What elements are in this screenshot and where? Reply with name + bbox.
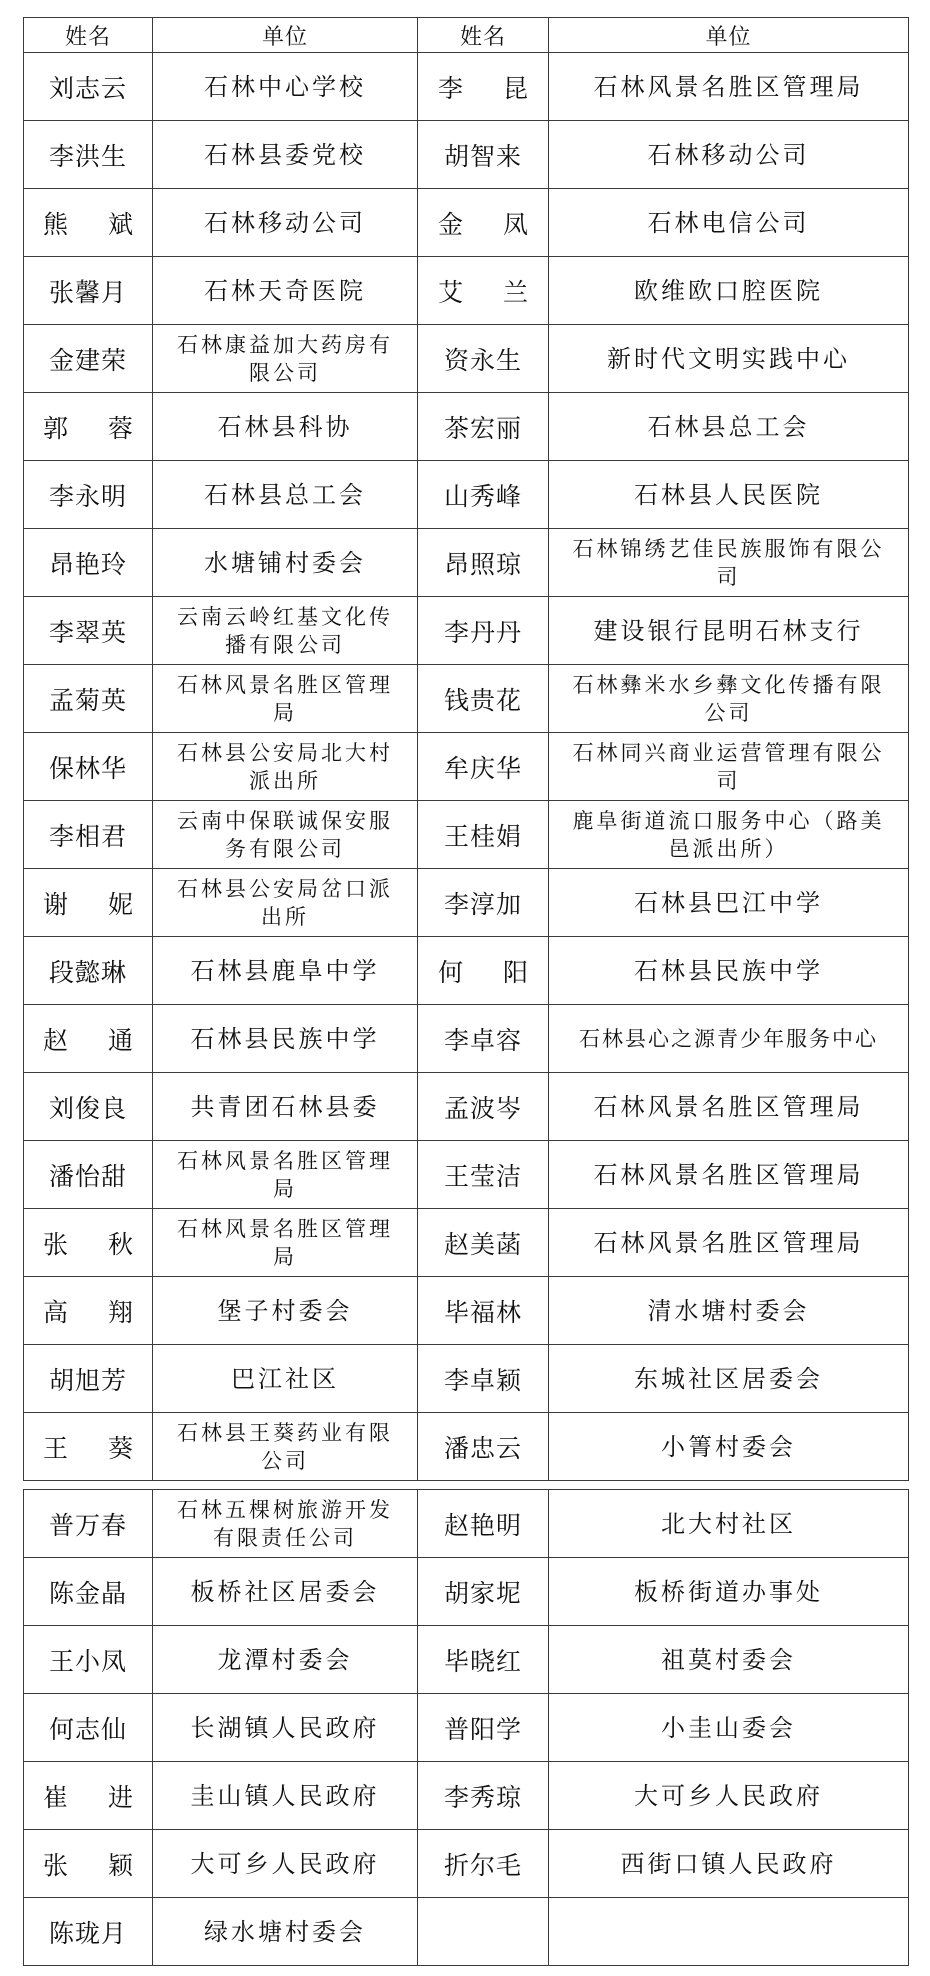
person-name-cell: [24, 393, 153, 461]
table-row: [24, 1073, 909, 1141]
table-row: [24, 53, 909, 121]
organization-cell: [153, 869, 418, 937]
person-name-cell: 李洪生: [24, 121, 153, 189]
table-row: [24, 597, 909, 665]
organization-line: 板桥社区居委会: [190, 1577, 380, 1606]
organization-line: 公司: [261, 1448, 309, 1473]
person-name-part: 葵: [108, 1433, 134, 1463]
organization-cell: [153, 665, 418, 733]
roster-table-section-1: [23, 17, 909, 1481]
organization-line: 石林天奇医院: [204, 276, 366, 305]
organization-cell: [153, 1490, 418, 1558]
person-name-cell: 陈金晶: [24, 1558, 153, 1626]
organization-line: 新时代文明实践中心: [607, 344, 850, 373]
organization-line: 石林风景名胜区管理局: [593, 72, 864, 101]
organization-line: 务有限公司: [225, 836, 345, 861]
table-row: [24, 1209, 909, 1277]
person-name-cell: 王小凤: [24, 1626, 153, 1694]
person-name-cell: 金建荣: [24, 325, 153, 393]
organization-line: 出所: [261, 904, 309, 929]
person-name-cell: 毕晓红: [418, 1626, 549, 1694]
organization-cell: [153, 1209, 418, 1277]
person-name-part: 通: [108, 1025, 134, 1055]
organization-line: 石林县民族中学: [190, 1024, 380, 1053]
organization-cell: [549, 257, 909, 325]
person-name-cell: 李丹丹: [418, 597, 549, 665]
person-name-part: 兰: [503, 277, 529, 307]
organization-cell: [153, 1558, 418, 1626]
organization-line: 石林县王葵药业有限: [177, 1420, 393, 1445]
person-name-part: 崔: [42, 1782, 68, 1812]
organization-line: 圭山镇人民政府: [190, 1781, 380, 1810]
person-name-cell: 茶宏丽: [418, 393, 549, 461]
table-row: [24, 1141, 909, 1209]
person-name-part: 张: [42, 1229, 68, 1259]
organization-line: 石林电信公司: [647, 208, 810, 237]
table-row: [24, 1626, 909, 1694]
person-name-part: 张: [42, 1850, 68, 1880]
roster-table-section-2: [23, 1489, 909, 1966]
organization-line: 石林县总工会: [204, 480, 366, 509]
organization-line: 派出所: [249, 768, 321, 793]
person-name-part: 阳: [503, 957, 529, 987]
person-name-cell: 张馨月: [24, 257, 153, 325]
organization-line: 限公司: [249, 360, 321, 385]
organization-line: 水塘铺村委会: [204, 548, 366, 577]
organization-line: 局: [273, 700, 297, 725]
person-name-cell: [24, 189, 153, 257]
organization-cell: [549, 121, 909, 189]
organization-cell: [549, 1898, 909, 1966]
organization-line: 鹿阜街道流口服务中心（路美: [572, 808, 885, 833]
organization-cell: [549, 1694, 909, 1762]
organization-line: 板桥街道办事处: [634, 1577, 823, 1606]
organization-cell: [549, 393, 909, 461]
organization-line: 建设银行昆明石林支行: [593, 616, 864, 645]
organization-cell: [153, 597, 418, 665]
organization-line: 石林县人民医院: [634, 480, 823, 509]
person-name-cell: 李淳加: [418, 869, 549, 937]
header-unit-2: 单位: [549, 18, 909, 53]
organization-line: 石林移动公司: [204, 208, 366, 237]
organization-cell: [153, 529, 418, 597]
organization-cell: [153, 801, 418, 869]
organization-cell: [549, 1558, 909, 1626]
person-name-cell: 昂艳玲: [24, 529, 153, 597]
organization-line: 祖莫村委会: [661, 1645, 796, 1674]
organization-line: 石林县总工会: [647, 412, 810, 441]
person-name-cell: 李翠英: [24, 597, 153, 665]
organization-cell: [549, 937, 909, 1005]
person-name-cell: 资永生: [418, 325, 549, 393]
table-row: [24, 1490, 909, 1558]
person-name-part: 高: [42, 1297, 68, 1327]
organization-line: 石林风景名胜区管理局: [593, 1092, 864, 1121]
organization-cell: [153, 1762, 418, 1830]
person-name-cell: 保林华: [24, 733, 153, 801]
organization-cell: [153, 733, 418, 801]
organization-line: 石林康益加大药房有: [177, 332, 393, 357]
table-row: [24, 801, 909, 869]
header-name-1: 姓名: [24, 18, 153, 53]
organization-cell: [549, 1141, 909, 1209]
organization-cell: [153, 1073, 418, 1141]
organization-line: 龙潭村委会: [217, 1645, 353, 1674]
person-name-cell: 刘志云: [24, 53, 153, 121]
person-name-cell: 普阳学: [418, 1694, 549, 1762]
organization-line: 有限责任公司: [213, 1525, 357, 1550]
table-row: [24, 665, 909, 733]
person-name-cell: [418, 937, 549, 1005]
person-name-cell: 胡家坭: [418, 1558, 549, 1626]
organization-cell: [153, 257, 418, 325]
table-row: [24, 121, 909, 189]
person-name-cell: 毕福林: [418, 1277, 549, 1345]
organization-line: 石林中心学校: [204, 72, 366, 101]
organization-line: 云南云岭红基文化传: [177, 604, 393, 629]
person-name-cell: 刘俊良: [24, 1073, 153, 1141]
organization-cell: [549, 665, 909, 733]
organization-cell: [549, 529, 909, 597]
organization-line: 长湖镇人民政府: [190, 1713, 380, 1742]
organization-cell: [153, 325, 418, 393]
organization-cell: [153, 1413, 418, 1481]
person-name-cell: [24, 1005, 153, 1073]
organization-cell: [153, 1626, 418, 1694]
organization-line: 石林县心之源青少年服务中心: [579, 1026, 878, 1051]
organization-line: 公司: [704, 700, 753, 725]
person-name-cell: 王桂娟: [418, 801, 549, 869]
person-name-part: 妮: [108, 889, 134, 919]
person-name-cell: 赵美菡: [418, 1209, 549, 1277]
organization-line: 石林风景名胜区管理局: [593, 1228, 864, 1257]
table-body-section-2: [24, 1490, 909, 1966]
person-name-part: 艾: [437, 277, 463, 307]
organization-cell: [549, 869, 909, 937]
person-name-cell: 潘忠云: [418, 1413, 549, 1481]
table-row: [24, 1413, 909, 1481]
person-name-cell: 王莹洁: [418, 1141, 549, 1209]
organization-line: 司: [716, 768, 741, 793]
person-name-cell: [24, 1413, 153, 1481]
person-name-cell: 陈珑月: [24, 1898, 153, 1966]
table-row: [24, 461, 909, 529]
organization-line: 邑派出所）: [668, 836, 789, 861]
organization-line: 北大村社区: [661, 1509, 796, 1538]
person-name-part: 赵: [42, 1025, 68, 1055]
person-name-part: 熊: [42, 209, 68, 239]
organization-cell: [549, 1830, 909, 1898]
table-row: [24, 1898, 909, 1966]
header-unit-1: 单位: [153, 18, 418, 53]
person-name-cell: [24, 869, 153, 937]
person-name-cell: 李永明: [24, 461, 153, 529]
person-name-cell: 普万春: [24, 1490, 153, 1558]
organization-line: 石林县委党校: [204, 140, 366, 169]
person-name-part: 李: [437, 73, 463, 103]
person-name-cell: 牟庆华: [418, 733, 549, 801]
person-name-cell: [418, 1898, 549, 1966]
organization-cell: [549, 461, 909, 529]
person-name-part: 谢: [42, 889, 68, 919]
person-name-part: 秋: [108, 1229, 134, 1259]
table-row: [24, 1694, 909, 1762]
table-row: [24, 1830, 909, 1898]
person-name-part: 蓉: [108, 413, 134, 443]
table-header-row: [24, 18, 909, 53]
organization-cell: [153, 1277, 418, 1345]
organization-line: 小圭山委会: [661, 1713, 796, 1742]
person-name-cell: 潘怡甜: [24, 1141, 153, 1209]
person-name-cell: [24, 1209, 153, 1277]
organization-cell: [549, 189, 909, 257]
person-name-cell: [418, 257, 549, 325]
organization-line: 绿水塘村委会: [204, 1917, 366, 1946]
organization-line: 石林县鹿阜中学: [190, 956, 380, 985]
person-name-cell: 孟菊英: [24, 665, 153, 733]
organization-line: 石林县公安局北大村: [177, 740, 393, 765]
organization-cell: [549, 597, 909, 665]
person-name-cell: [24, 1277, 153, 1345]
organization-line: 小箐村委会: [661, 1432, 796, 1461]
person-name-part: 郭: [42, 413, 68, 443]
organization-line: 石林县科协: [217, 412, 353, 441]
person-name-cell: 孟波岑: [418, 1073, 549, 1141]
organization-line: 石林县公安局岔口派: [177, 876, 393, 901]
person-name-part: 昆: [503, 73, 529, 103]
person-name-part: 王: [42, 1433, 68, 1463]
person-name-part: 凤: [503, 209, 529, 239]
table-row: [24, 189, 909, 257]
person-name-cell: 钱贵花: [418, 665, 549, 733]
organization-cell: [549, 801, 909, 869]
person-name-cell: 山秀峰: [418, 461, 549, 529]
organization-line: 云南中保联诚保安服: [177, 808, 393, 833]
organization-cell: [549, 325, 909, 393]
person-name-cell: 胡旭芳: [24, 1345, 153, 1413]
person-name-part: 颖: [108, 1850, 134, 1880]
table-row: [24, 1558, 909, 1626]
organization-cell: [549, 1490, 909, 1558]
organization-cell: [549, 1345, 909, 1413]
person-name-cell: 段懿琳: [24, 937, 153, 1005]
table-row: [24, 529, 909, 597]
organization-line: 堡子村委会: [217, 1296, 353, 1325]
organization-line: 石林彝米水乡彝文化传播有限: [572, 672, 885, 697]
person-name-part: 斌: [108, 209, 134, 239]
person-name-part: 翔: [108, 1297, 134, 1327]
organization-cell: [153, 189, 418, 257]
organization-cell: [153, 1694, 418, 1762]
table-row: [24, 257, 909, 325]
table-row: [24, 1762, 909, 1830]
person-name-cell: 胡智来: [418, 121, 549, 189]
organization-line: 石林同兴商业运营管理有限公: [572, 740, 885, 765]
organization-cell: [549, 1209, 909, 1277]
table-row: [24, 1277, 909, 1345]
person-name-part: 进: [108, 1782, 134, 1812]
person-name-cell: 李相君: [24, 801, 153, 869]
organization-line: 石林县民族中学: [634, 956, 823, 985]
person-name-cell: 李秀琼: [418, 1762, 549, 1830]
organization-cell: [549, 1413, 909, 1481]
person-name-cell: 赵艳明: [418, 1490, 549, 1558]
table-row: [24, 869, 909, 937]
person-name-cell: [418, 189, 549, 257]
table-row: [24, 325, 909, 393]
organization-cell: [153, 393, 418, 461]
organization-cell: [153, 937, 418, 1005]
table-row: [24, 393, 909, 461]
organization-line: 局: [273, 1176, 297, 1201]
organization-cell: [549, 1762, 909, 1830]
organization-line: 石林风景名胜区管理: [177, 672, 393, 697]
person-name-cell: 昂照琼: [418, 529, 549, 597]
organization-cell: [153, 1141, 418, 1209]
person-name-cell: [418, 53, 549, 121]
organization-line: 石林风景名胜区管理局: [593, 1160, 864, 1189]
organization-line: 石林风景名胜区管理: [177, 1216, 393, 1241]
organization-cell: [549, 733, 909, 801]
organization-line: 欧维欧口腔医院: [634, 276, 823, 305]
organization-cell: [153, 1898, 418, 1966]
person-name-part: 何: [437, 957, 463, 987]
organization-line: 石林锦绣艺佳民族服饰有限公: [572, 536, 885, 561]
table-row: [24, 1345, 909, 1413]
organization-line: 西街口镇人民政府: [620, 1849, 837, 1878]
table-row: [24, 733, 909, 801]
organization-line: 石林风景名胜区管理: [177, 1148, 393, 1173]
organization-line: 共青团石林县委: [190, 1092, 380, 1121]
organization-line: 巴江社区: [231, 1364, 339, 1393]
organization-cell: [153, 1345, 418, 1413]
person-name-cell: [24, 1762, 153, 1830]
person-name-cell: 李卓颖: [418, 1345, 549, 1413]
table-row: [24, 937, 909, 1005]
organization-line: 局: [273, 1244, 297, 1269]
organization-cell: [153, 1830, 418, 1898]
person-name-cell: [24, 1830, 153, 1898]
person-name-part: 金: [437, 209, 463, 239]
table-row: [24, 1005, 909, 1073]
organization-line: 播有限公司: [225, 632, 345, 657]
organization-cell: [153, 461, 418, 529]
organization-cell: [549, 1277, 909, 1345]
header-name-2: 姓名: [418, 18, 549, 53]
organization-line: 大可乡人民政府: [634, 1781, 823, 1810]
organization-line: 清水塘村委会: [647, 1296, 810, 1325]
person-name-cell: 折尔毛: [418, 1830, 549, 1898]
organization-line: 大可乡人民政府: [190, 1849, 380, 1878]
organization-cell: [153, 1005, 418, 1073]
organization-cell: [549, 53, 909, 121]
organization-cell: [549, 1626, 909, 1694]
organization-cell: [153, 121, 418, 189]
organization-cell: [549, 1073, 909, 1141]
table-body-section-1: [24, 53, 909, 1481]
organization-line: 石林五棵树旅游开发: [177, 1497, 393, 1522]
organization-cell: [153, 53, 418, 121]
organization-line: 东城社区居委会: [634, 1364, 823, 1393]
organization-cell: [549, 1005, 909, 1073]
person-name-cell: 李卓容: [418, 1005, 549, 1073]
organization-line: 司: [716, 564, 741, 589]
organization-line: 石林移动公司: [647, 140, 810, 169]
person-name-cell: 何志仙: [24, 1694, 153, 1762]
organization-line: 石林县巴江中学: [634, 888, 823, 917]
